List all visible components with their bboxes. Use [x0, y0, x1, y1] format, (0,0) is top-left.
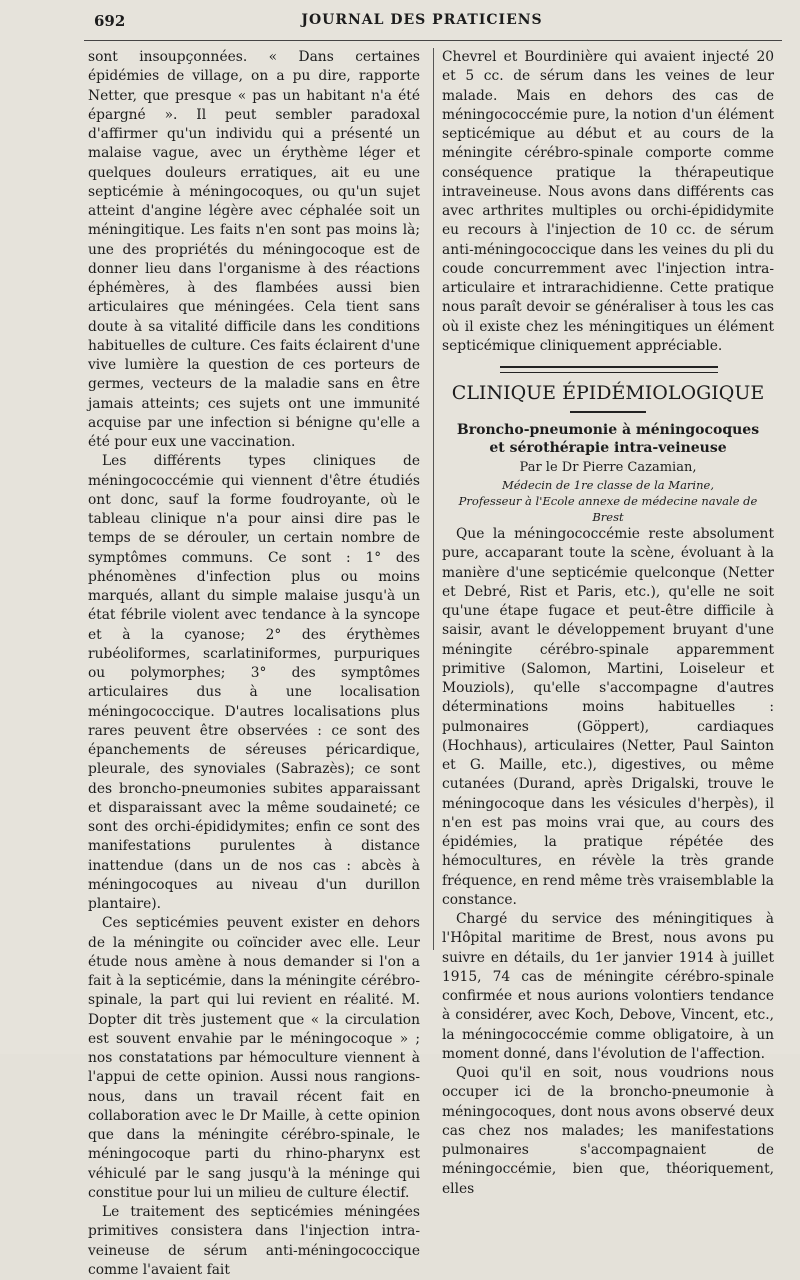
heading-rule — [570, 411, 646, 413]
running-head — [84, 12, 760, 36]
article-title-line-1: Broncho-pneumonie à méningocoques — [456, 422, 760, 438]
right-paragraph-3: Chargé du service des méningitiques à l'Hôpital maritime de Brest, nous avons pu suivre en détails, du 1er janvier 1914 à juillet 1915, 74 cas de méningite cérébro-spinale confirmée et nous aurions volontiers tendance à considérer, avec Koch, Debove, Vincent, etc., la méningococcémie comme obligatoire, à un moment donné, dans l'évolution de l'affection. — [442, 911, 774, 1062]
article-title-line-2: et sérothérapie intra-veineuse — [489, 440, 727, 456]
page-number: 692 — [94, 12, 126, 30]
right-paragraph-2: Que la méningococcémie reste absolument pure, accaparant toute la scène, évoluant à la manière d'une septicémie quelconque (Netter et Debré, Rist et Paris, etc.), qu'elle ne soit qu'une étape fugace et peut-être difficile à saisir, avant le développement bruyant d'une méningite cérébro-spinale apparemment primitive (Salomon, Martini, Loiseleur et Mouziols), qu'elle s'accompagne d'autres déterminations moins habituelles : pulmonaires (Göppert), cardiaques (Hochhaus), articulaires (Netter, Paul Sainton et G. Maille, etc.), digestives, ou même cutanées (Durand, après Drigalski, trouve le méningocoque dans les vésicules d'herpès), il n'en est pas moins vrai que, au cours des épidémies, la pratique répétée des hémocultures, en révèle la très grande fréquence, en rend même très vraisemblable la constance. — [442, 526, 774, 908]
right-paragraph-4: Quoi qu'il en soit, nous voudrions nous occuper ici de la broncho-pneumonie à méningocoques, dont nous avons observé deux cas chez nos malades; les manifestations pulmonaires s'accompagnaient de méningoccémie, bien que, théoriquement, elles — [442, 1065, 774, 1197]
journal-title: JOURNAL DES PRATICIENS — [301, 12, 543, 28]
right-column — [442, 48, 774, 1199]
author-byline: Par le Dr Pierre Cazamian, — [519, 460, 697, 475]
column-divider — [433, 48, 434, 950]
left-paragraph-3: Ces septicémies peuvent exister en dehors de la méningite ou coïncider avec elle. Leur étude nous amène à nous demander si l'on a fait à la septicémie, dans la méningite cérébro-spinale, la part qui lui revient en réalité. M. Dopter dit très justement que « la circulation est souvent envahie par le méningocoque » ; nos constatations par hémoculture viennent à l'appui de cette opinion. Aussi nous rangions-nous, dans un travail récent fait en collaboration avec le Dr Maille, à cette opinion que dans la méningite cérébro-spinale, le méningocoque parti du rhino-pharynx est véhiculé par le sang jusqu'à la méninge qui constitue pour lui un milieu de culture électif. — [88, 915, 420, 1201]
right-paragraph-1: Chevrel et Bourdinière qui avaient injecté 20 et 5 cc. de sérum dans les veines de leur malade. Mais en dehors des cas de méningococcémie pure, la notion d'un élément septicémique au début et au cours de la méningite cérébro-spinale comporte comme conséquence pratique la thérapeutique intraveineuse. Nous avons dans différents cas avec arthrites multiples ou orchi-épididymite eu recours à l'injection de 10 cc. de sérum anti-méningococcique dans les veines du pli du coude concurremment avec l'injection intra-articulaire et intrarachidienne. Cette pratique nous paraît devoir se généraliser à tous les cas où il existe chez les méningitiques un élément septicémique cliniquement appréciable. — [442, 49, 774, 354]
left-paragraph-4: Le traitement des septicémies méningées primitives consistera dans l'injection intra-veineuse de sérum anti-méningococcique comme l'avaient fait — [88, 1204, 420, 1278]
left-column — [88, 48, 420, 1280]
section-heading: CLINIQUE ÉPIDÉMIOLOGIQUE — [451, 382, 765, 404]
left-paragraph-2: Les différents types cliniques de méningococcémie qui viennent d'être étudiés ont donc, sauf la forme foudroyante, où le tableau clinique n'a pour ainsi dire pas le temps de se dérouler, un certain nombre de symptômes communs. Ce sont : 1° des phénomènes d'infection plus ou moins marqués, allant du simple malaise jusqu'à un état fébrile violent avec tendance à la syncope et à la cyanose; 2° des érythèmes rubéoliformes, scarlatiniformes, purpuriques ou polymorphes; 3° des symptômes articulaires dus à une localisation méningococcique. D'autres localisations plus rares peuvent être observées : ce sont des épanchements de séreuses péricardique, pleurale, des synoviales (Sabrazès); ce sont des broncho-pneumonies subites apparaissant et disparaissant avec la même soudaineté; ce sont des orchi-épididymites; enfin ce sont des manifestations purulentes à distance inattendue (dans un de nos cas : abcès à méningocoques au niveau d'un durillon plantaire). — [88, 453, 420, 912]
author-affiliation-2: Professeur à l'Ecole annexe de médecine navale de Brest — [458, 494, 758, 524]
left-paragraph-1: sont insoupçonnées. « Dans certaines épidémies de village, on a pu dire, rapporte Netter, que presque « pas un habitant n'a été épargné ». Il peut sembler paradoxal d'affirmer qu'un individu qui a présenté un malaise vague, avec un érythème léger et quelques douleurs erratiques, ait eu une septicémie à méningocoques, ou qu'un sujet atteint d'angine légère avec céphalée soit un méningitique. Les faits n'en sont pas moins là; une des propriétés du méningocoque est de donner lieu dans l'organisme à des réactions éphémères, à des flambées aussi bien articulaires que méningées. Cela tient sans doute à sa vitalité difficile dans les conditions habituelles de culture. Ces faits éclairent d'une vive lumière la question de ces porteurs de germes, vecteurs de la maladie sans en être jamais atteints; ces sujets ont une immunité acquise par une infection si bénigne qu'elle a été pour eux une vaccination. — [88, 49, 420, 450]
header-rule — [84, 40, 782, 41]
section-divider — [500, 366, 718, 373]
author-affiliation-1: Médecin de 1re classe de la Marine, — [502, 478, 714, 492]
